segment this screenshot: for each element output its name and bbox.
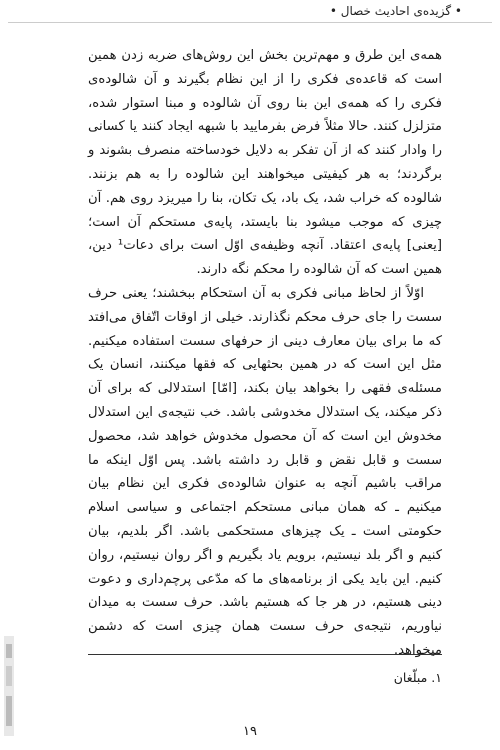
page-number: ۱۹ bbox=[243, 724, 257, 739]
footnote: ۱. مبلّغان bbox=[393, 670, 442, 685]
header-divider bbox=[8, 22, 492, 23]
paragraph: اوّلاً از لحاظ مبانی فکری به آن استحکام ببخشند؛ یعنی حرف سست را جای حرف محکم نگذارند. خیلی از اوقات اتّفاق می‌افتد که ما برای بیان معارف دینی از حرفهای سست استفاده میکنیم. مثل این است که در همین بحثهایی که فقها میکنند، انسان یک مسئله‌ی فقهی را بخواهد بیان بکند، [امّا] استدلالی که برای آن ذکر میکند، یک استدلال مخدوشی باشد. خب نتیجه‌ی این استدلال مخدوش این است که آن محصول مخدوش خواهد شد، محصول سست و قابل نقض و قابل رد داشته باشد. پس اوّل اینکه ما مراقب باشیم آنچه به عنوان شالوده‌ی فکری این نظام بیان میکنیم ـ که همان مبانی مستحکم اجتماعی و سیاسی اسلام حکومتی است ـ یک چیزهای مستحکمی باشد. اگر بلدیم، بیان کنیم و اگر بلد نیستیم، برویم یاد بگیریم و اگر روان نیستیم، روان کنیم. این باید یکی از برنامه‌های ما که مدّعی پرچم‌داری و دعوت دینی هستیم، در هر جا که هستیم باشد. حرف سست به میدان نیاوریم، نتیجه‌ی حرف سست همان چیزی است که دشمن میخواهد. bbox=[88, 285, 442, 658]
paragraph: همه‌ی این طرق و مهم‌ترین بخش این روش‌های ضربه زدن همین است که قاعده‌ی فکری را از این نظام بگیرند و آن شالوده‌ی فکری را که همه‌ی این بنا روی آن شالوده و مبنا استوار شده، متزلزل کنند. حالا مثلاً فرض بفرمایید با شبهه ایجاد کنند یا کسانی را وادار کنند که از آن تفکر به دلایل خودساخته منصرف بشوند و برگردند؛ به هر کیفیتی میخواهند این شالوده را به هم بزنند. شالوده که خراب شد، یک باد، یک تکان، بنا را میریزد روی هم. آن چیزی که موجب میشود بنا بایستد، پایه‌ی مستحکم آن است؛ [یعنی] پایه‌ی اعتقاد. آنچه وظیفه‌ی اوّل است برای دعات¹ دین، همین است که آن شالوده را محکم نگه دارند. bbox=[88, 48, 443, 278]
footnote-divider bbox=[88, 654, 442, 655]
running-head: • گزیده‌ی احادیث خصال • bbox=[329, 4, 462, 18]
body-text bbox=[88, 44, 442, 663]
publisher-logo-icon bbox=[2, 636, 16, 736]
